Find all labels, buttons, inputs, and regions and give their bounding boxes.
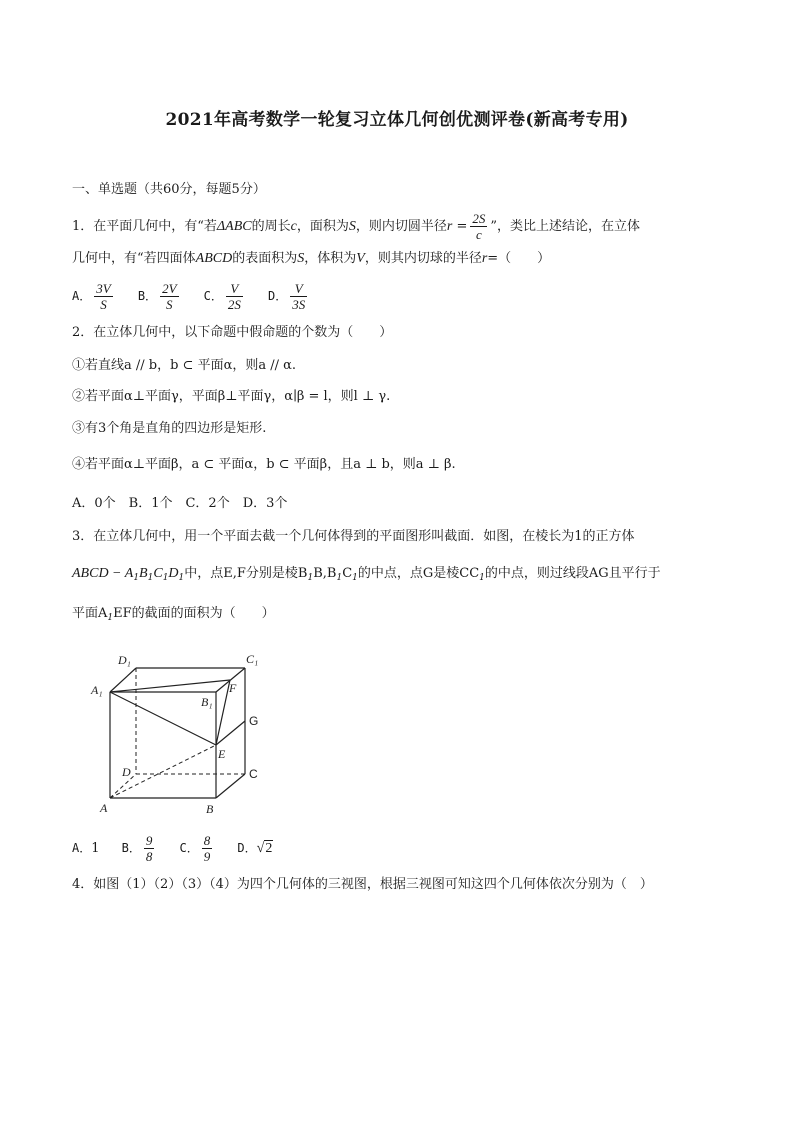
q1-fraction: $\frac{2S}{c}$ <box>472 211 486 242</box>
label-e: E <box>218 747 226 761</box>
q1-option-d: D． $\frac{V}{3S}$ <box>268 281 306 312</box>
q1-option-c: C． $\frac{V}{2S}$ <box>203 281 241 312</box>
q3-line1: 3．在立体几何中，用一个平面去截一个几何体得到的平面图形叫截面．如图，在棱长为1的正方体 <box>72 529 635 544</box>
label-d: D <box>122 765 131 779</box>
cube-figure <box>88 650 278 818</box>
label-c: C <box>249 767 258 781</box>
edge-b-c <box>216 774 245 798</box>
edge-a1-d1 <box>110 668 136 692</box>
q2-proposition-1: ①若直线a // b，b ⊂ 平面α，则a // α. <box>72 358 297 373</box>
page-title: 2021年高考数学一轮复习立体几何创优测评卷(新高考专用) <box>165 110 629 130</box>
label-a: A <box>100 801 108 815</box>
q1-option-b: B． $\frac{2V}{S}$ <box>137 281 177 312</box>
cube-diagram <box>88 650 278 818</box>
label-b1: B₁ <box>201 695 213 709</box>
q3-option-b: B． $\frac{9}{8}$ <box>121 833 153 864</box>
q2-proposition-3: ③有3个角是直角的四边形是矩形. <box>72 421 267 436</box>
label-c1: C₁ <box>246 652 259 666</box>
segment-a1-f <box>110 680 230 692</box>
label-f: F <box>229 681 237 695</box>
q2-proposition-4: ④若平面α⊥平面β，a ⊂ 平面α，b ⊂ 平面β，且a ⊥ b，则a ⊥ β. <box>72 457 456 472</box>
q3-line3: 平面$A_1EF$的截面的面积为（ ） <box>72 606 275 623</box>
q1-line1: 1．在平面几何中，有“若ΔABC的周长c，面积为S，则内切圆半径r = $\frac{2S}{c}$ ”，类比上述结论，在立体 <box>72 211 641 242</box>
label-b: B <box>206 802 214 816</box>
label-d1: D₁ <box>118 653 131 667</box>
label-g: G <box>249 714 259 728</box>
q1-options <box>72 279 328 314</box>
section-heading: 一、单选题（共60分，每题5分） <box>72 182 266 197</box>
q2-stem: 2．在立体几何中，以下命题中假命题的个数为（ ） <box>72 325 393 340</box>
q3-option-d: D．√2 <box>237 841 273 856</box>
q3-line2: ABCD − $A_1B_1C_1D_1$中，点E,F分别是棱$B_1B,B_1C_1$的中点，点G是棱$CC_1$的中点，则过线段AG且平行于 <box>72 566 661 583</box>
q1-option-a: A． $\frac{3V}{S}$ <box>72 281 111 312</box>
label-a1: A₁ <box>91 683 103 697</box>
q3-options <box>72 828 291 869</box>
q2-options: A．0个 B．1个 C．2个 D．3个 <box>72 496 288 511</box>
q3-option-c: C． $\frac{8}{9}$ <box>179 833 211 864</box>
q1-line2: 几何中，有“若四面体ABCD的表面积为S，体积为V，则其内切球的半径r=（ ） <box>72 251 551 266</box>
q3-option-a: A．1 <box>72 841 100 856</box>
q4-stem: 4．如图（1）（2）（3）（4）为四个几何体的三视图，根据三视图可知这四个几何体依次分别为（ ） <box>72 877 653 892</box>
q2-proposition-2: ②若平面α⊥平面γ，平面β⊥平面γ，α∣β = l，则l ⊥ γ. <box>72 389 391 404</box>
